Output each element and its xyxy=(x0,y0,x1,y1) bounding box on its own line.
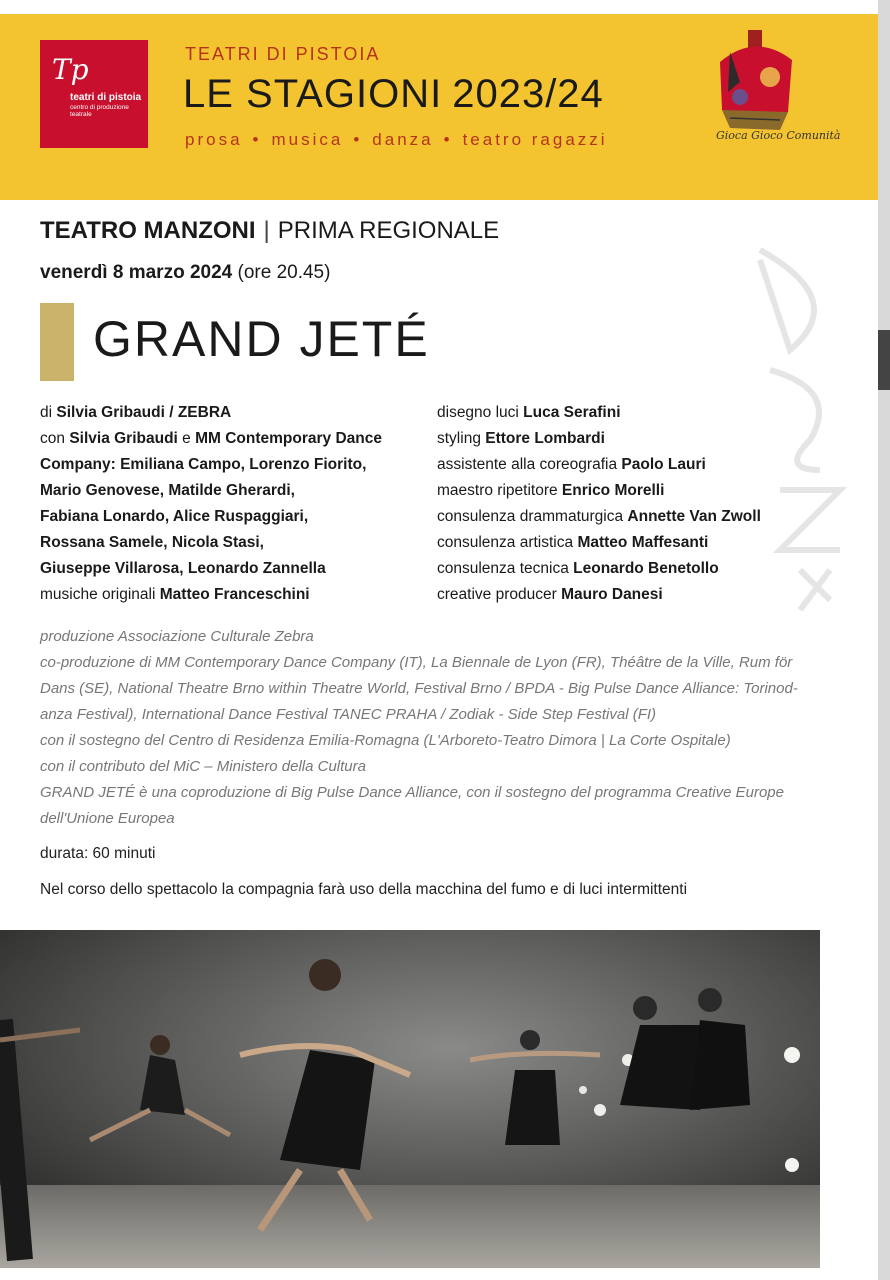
season-year: 2023/24 xyxy=(452,72,604,116)
production-line: con il contributo del MiC – Ministero della Cultura xyxy=(40,758,366,775)
production-line: anza Festival), International Dance Festival TANEC PRAHA / Zodiak - Side Step Festival (FI) xyxy=(40,706,657,723)
production-line: GRAND JETÉ è una coproduzione di Big Pulse Dance Alliance, con il sostegno del programma Creative Europe xyxy=(40,784,784,801)
credit-line: musiche originali Matteo Franceschini xyxy=(40,586,310,603)
credit-line: maestro ripetitore Enrico Morelli xyxy=(437,482,665,499)
production-line: co-produzione di MM Contemporary Dance Company (IT), La Biennale de Lyon (FR), Théâtre de la Ville, Rum för xyxy=(40,654,793,671)
duration: durata: 60 minuti xyxy=(40,845,156,862)
premiere-label: PRIMA REGIONALE xyxy=(277,217,500,244)
credit-line: styling Ettore Lombardi xyxy=(437,430,605,447)
production-line: produzione Associazione Culturale Zebra xyxy=(40,628,314,645)
credit-line: consulenza drammaturgica Annette Van Zwoll xyxy=(437,508,761,525)
event-time: (ore 20.45) xyxy=(237,262,331,283)
production-credits xyxy=(40,624,840,832)
season-title-text: LE STAGIONI xyxy=(183,72,443,116)
credits-left xyxy=(40,400,420,608)
logo-subtitle: centro di produzione teatrale xyxy=(70,104,129,118)
credit-line: Giuseppe Villarosa, Leonardo Zannella xyxy=(40,560,326,577)
logo-mark: Tp xyxy=(52,53,89,86)
genre-teatro-ragazzi: teatro ragazzi xyxy=(462,130,608,149)
right-edge-shadow xyxy=(878,330,890,390)
credit-line: disegno luci Luca Serafini xyxy=(437,404,621,421)
venue-name: TEATRO MANZONI xyxy=(40,217,256,244)
show-title: GRAND JETÉ xyxy=(93,311,430,367)
production-line: Dans (SE), National Theatre Brno within Theatre World, Festival Brno / BPDA - Big Pulse Dance Alliance: Torinod- xyxy=(40,680,798,697)
venue-separator: | xyxy=(263,217,270,244)
credit-line: consulenza artistica Matteo Maffesanti xyxy=(437,534,709,551)
right-edge-strip xyxy=(878,0,890,1280)
dance-performance-photo xyxy=(0,930,820,1268)
credit-line: consulenza tecnica Leonardo Benetollo xyxy=(437,560,719,577)
venue-line xyxy=(40,217,499,245)
credits-right xyxy=(437,400,857,608)
credit-line: Company: Emiliana Campo, Lorenzo Fiorito, xyxy=(40,456,367,473)
credit-line: Fabiana Lonardo, Alice Ruspaggiari, xyxy=(40,508,309,525)
genre-prosa: prosa xyxy=(185,130,243,149)
mascot-caption: Gioca Gioco Comunità xyxy=(716,129,841,142)
genre-list: prosa • musica • danza • teatro ragazzi xyxy=(185,130,608,149)
season-title xyxy=(183,72,604,117)
logo-name: teatri di pistoia xyxy=(70,92,142,103)
genre-musica: musica xyxy=(271,130,344,149)
event-date xyxy=(40,262,330,284)
smoke-light-notice: Nel corso dello spettacolo la compagnia farà uso della macchina del fumo e di luci intermittenti xyxy=(40,881,688,898)
credit-line: Rossana Samele, Nicola Stasi, xyxy=(40,534,264,551)
production-line: dell'Unione Europea xyxy=(40,810,175,827)
header-eyebrow: TEATRI DI PISTOIA xyxy=(185,44,381,64)
credit-line: di Silvia Gribaudi / ZEBRA xyxy=(40,404,232,421)
credit-line: Mario Genovese, Matilde Gherardi, xyxy=(40,482,295,499)
production-line: con il sostegno del Centro di Residenza Emilia-Romagna (L'Arboreto-Teatro Dimora | La Corte Ospitale) xyxy=(40,732,731,749)
mascot-illustration xyxy=(700,22,810,182)
credit-line: assistente alla coreografia Paolo Lauri xyxy=(437,456,706,473)
event-date-day: venerdì 8 marzo 2024 xyxy=(40,262,233,283)
genre-danza: danza xyxy=(372,130,434,149)
teatri-di-pistoia-logo xyxy=(40,40,148,148)
credit-line: creative producer Mauro Danesi xyxy=(437,586,663,603)
credit-line: con Silvia Gribaudi e MM Contemporary Dance xyxy=(40,430,382,447)
title-accent-bar xyxy=(40,303,74,381)
